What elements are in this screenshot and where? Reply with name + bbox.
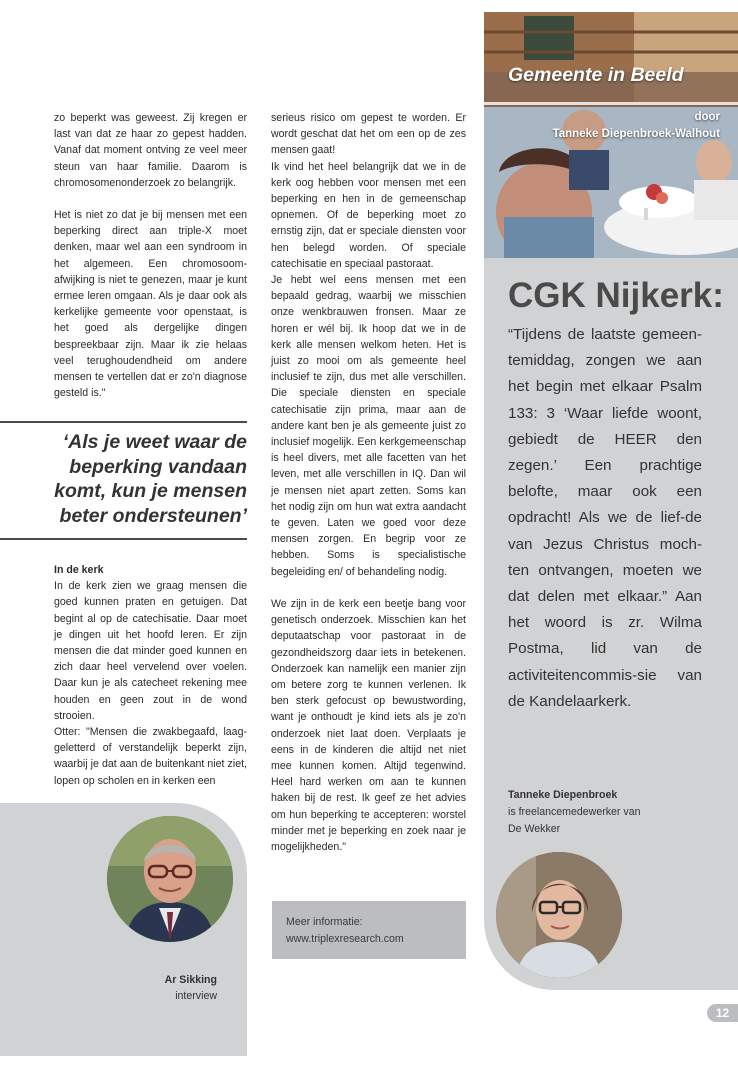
byline [553,109,720,143]
subheading: In de kerk [54,564,104,576]
body-paragraph: We zijn in de kerk een beetje bang voor genetisch onderzoek. Misschien kan het deputaatschap voor pastoraat in de gezondheidszorg daar iets in betekenen. Onderzoek kan namelijk een manier zijn om betere zorg te kunnen verlenen. Ik ben sterk gefocust op bewustwording, want je onthoudt je kind iets als je zo'n onderzoek niet laat doen. Verplaats je eens in de kinderen die altijd net niet mee kunnen komen. Altijd tegenwind. Heel hard werken om aan te kunnen haken bij de rest. Ik geef ze het advies om hun beperking te accepteren: worstel minder met je beperking en zoek naar je mogelijkheden." [271,597,466,853]
interviewee-caption [100,972,217,1004]
interviewee-role: interview [175,990,217,1002]
page-number: 12 [707,1004,738,1022]
author-portrait [496,852,622,978]
quote-rule-bottom [0,538,247,540]
interviewee-name: Ar Sikking [164,974,217,986]
intro-text: “Tijdens de laatste gemeen-temiddag, zongen we aan het begin met elkaar Psalm 133: 3 ‘Waar liefde woont, gebiedt de HEER den zegen.’ Een prachtige belofte, maar ook een opdracht! Als we de lief-de van Jezus Christus moch-ten ontvangen, moeten we dat delen met elkaar.” Aan het woord is zr. Wilma Postma, lid van de activiteitencommis-sie van de Kandelaarkerk. [508,326,702,710]
body-paragraph: zo beperkt was geweest. Zij kregen er last van dat ze haar zo gepest hadden. Vanaf dat moment ontving ze veel meer steun van haar familie. Daarom is chromosomenonderzoek zo belangrijk. [54,112,247,189]
body-paragraph: serieus risico om gepest te worden. Er wordt geschat dat het om een op de zes mensen gaat! [271,112,466,157]
body-paragraph: Je hebt wel eens mensen met een bepaald gedrag, waarbij we misschien onze wenkbrauwen fronsen. Maar ze horen er wél bij. Ik hoop dat we in de kerk alle mensen welkom heten. Het is juist zo mooi om als gemeente heel inclusief te zijn, dus met alle verschillen. Die speciale diensten en speciale catechisatie zijn prima, maar aan de andere kant ben je als gemeente juist zo inclusief mogelijk. Een kerkgemeenschap is heel divers, met alle facetten van het leven, met alle verschillen in IQ. Dan wil je mensen niet apart zetten. Soms kan het nodig zijn om hun wat extra aandacht te geven. Laten we goed voor deze mensen zorgen. En begrip voor ze hebben. Soms is specialistische begeleiding en/ of behandeling nodig. [271,274,466,578]
hero-photo [484,12,738,258]
body-paragraph: In de kerk zien we graag mensen die goed kunnen praten en getuigen. Dat begint al op de catechisatie. Daar moet je dingen uit het hoofd leren. Er zijn mensen die dat minder goed kunnen en zich daar heel vervelend over voelen. Daar kun je als catecheet rekening mee houden en geen zout in de wond strooien. [54,580,247,722]
section-title: Gemeente in Beeld [508,64,684,86]
article-column-1 [54,110,247,401]
author-line: is freelancemedewerker van [508,806,641,818]
pull-quote [0,430,247,528]
body-paragraph: Ik vind het heel belangrijk dat we in de kerk oog hebben voor mensen met een beperking en hen in de gemeenschap opnemen. Of de beperking moet zo ernstig zijn, dat er speciale diensten voor hen belegd worden. Of speciale catechisatie en speciaal pastoraat. [271,160,466,270]
article-column-1-continued [54,562,247,789]
more-info-link[interactable]: www.triplexresearch.com [286,932,404,945]
body-paragraph: Het is niet zo dat je bij mensen met een beperking direct aan triple-X moet denken, maar wel aan een syndroom in het algemeen. Een chromosoom-afwijking is niet te genezen, maar je kunt ermee leren omgaan. Als je daar ook als kerkelijke gemeente voor openstaat, is het goed als dergelijke dingen bespreekbaar zijn. Maar ik zie helaas veel terughoudendheid om andere mensen te vertellen dat er zo'n diagnose gesteld is." [54,209,247,400]
more-info-label: Meer informatie: [286,916,363,928]
author-line: De Wekker [508,823,561,835]
pull-quote-line: beter ondersteunen’ [59,504,247,527]
pull-quote-line: ‘Als je weet waar de [62,431,247,453]
interviewee-portrait [107,816,233,942]
quote-rule-top [0,421,247,423]
author-name: Tanneke Diepenbroek [508,789,618,801]
pull-quote-line: komt, kun je mensen [54,480,247,502]
headline: CGK Nijkerk: [508,276,724,315]
article-column-2 [271,110,466,855]
byline-name: Tanneke Diepenbroek-Walhout [552,128,720,140]
more-info-box [272,901,466,959]
body-paragraph: Otter: "Mensen die zwakbegaafd, laag-geletterd of verstandelijk beperkt zijn, waarbij je dat aan de buitenkant niet ziet, lopen op scholen en in kerken een [54,726,247,787]
byline-label: door [694,111,720,123]
author-note [508,787,718,838]
pull-quote-line: beperking vandaan [69,455,247,478]
